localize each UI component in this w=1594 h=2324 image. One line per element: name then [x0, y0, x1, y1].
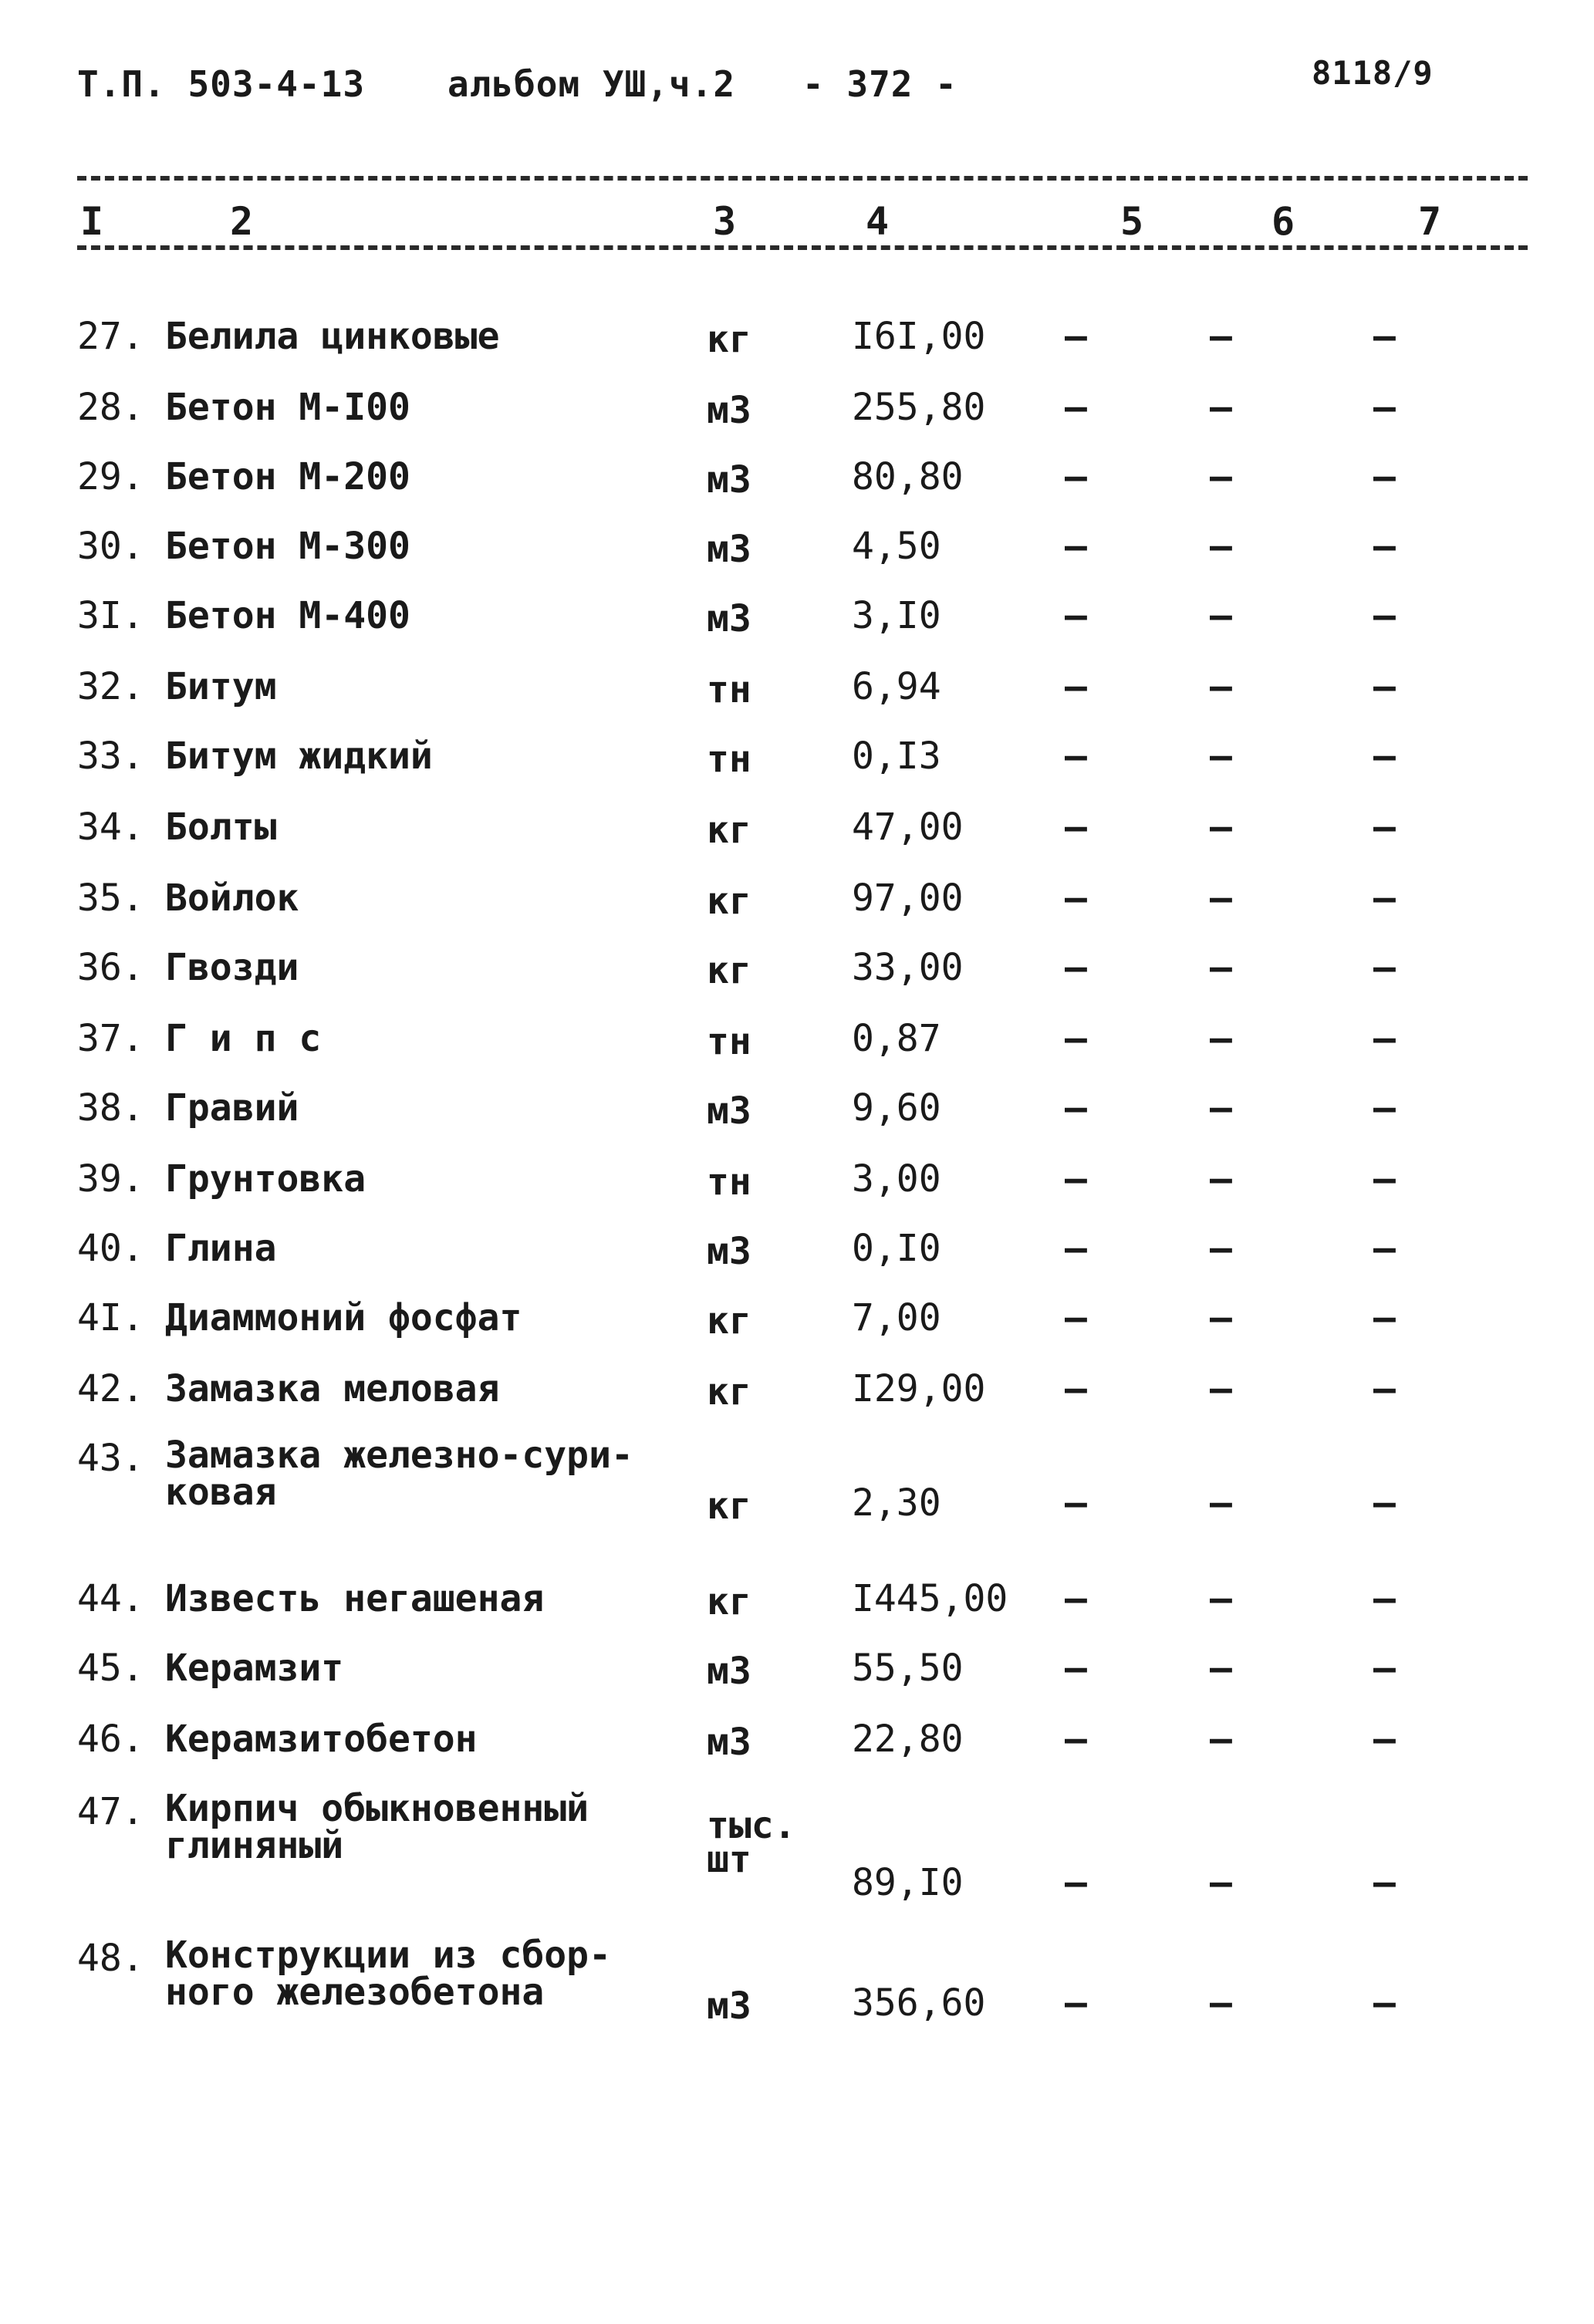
- material-name: Г и п с: [165, 1017, 322, 1060]
- column-7-dash: –: [1373, 877, 1396, 920]
- unit: кг: [707, 880, 751, 923]
- quantity: I29,00: [852, 1367, 986, 1410]
- column-5-dash: –: [1065, 315, 1087, 358]
- table-row: [0, 455, 1594, 525]
- row-number: 40.: [77, 1227, 144, 1270]
- column-number-7: 7: [1418, 199, 1442, 244]
- column-6-dash: –: [1210, 525, 1232, 568]
- material-name: Белила цинковые: [165, 315, 500, 358]
- row-number: 39.: [77, 1157, 144, 1201]
- unit: м3: [707, 1650, 751, 1693]
- unit: кг: [707, 949, 751, 992]
- material-name: Бетон М-400: [165, 594, 410, 637]
- material-name-line-1: Конструкции из сбор-: [165, 1934, 611, 1977]
- table-row: [0, 594, 1594, 664]
- table-row: [0, 1934, 1594, 2045]
- column-number-5: 5: [1120, 199, 1144, 244]
- column-7-dash: –: [1373, 1718, 1396, 1761]
- column-6-dash: –: [1210, 1647, 1232, 1690]
- quantity: 7,00: [852, 1296, 941, 1339]
- column-number-4: 4: [866, 199, 890, 244]
- quantity: 0,I3: [852, 735, 941, 778]
- material-name: Бетон М-300: [165, 525, 410, 568]
- column-7-dash: –: [1373, 1647, 1396, 1690]
- column-7-dash: –: [1373, 735, 1396, 778]
- column-5-dash: –: [1065, 1086, 1087, 1130]
- unit: тн: [707, 1020, 751, 1063]
- table-row: [0, 1787, 1594, 1904]
- column-7-dash: –: [1373, 1861, 1396, 1904]
- column-7-dash: –: [1373, 594, 1396, 637]
- quantity: 6,94: [852, 665, 941, 708]
- column-5-dash: –: [1065, 665, 1087, 708]
- column-6-dash: –: [1210, 1227, 1232, 1270]
- row-number: 47.: [77, 1790, 144, 1833]
- column-6-dash: –: [1210, 1086, 1232, 1130]
- quantity: 89,I0: [852, 1861, 964, 1904]
- material-name-line-2: глиняный: [165, 1824, 344, 1867]
- quantity: 0,87: [852, 1017, 941, 1060]
- quantity: 33,00: [852, 946, 964, 989]
- table-row: [0, 525, 1594, 594]
- table-row: [0, 946, 1594, 1015]
- unit: кг: [707, 809, 751, 852]
- material-name: Гравий: [165, 1086, 299, 1130]
- quantity: 356,60: [852, 1981, 986, 2025]
- column-5-dash: –: [1065, 806, 1087, 849]
- unit: м3: [707, 528, 751, 571]
- column-number-2: 2: [230, 199, 254, 244]
- column-7-dash: –: [1373, 1981, 1396, 2025]
- column-5-dash: –: [1065, 1227, 1087, 1270]
- table-row: [0, 315, 1594, 384]
- header-rule-bottom: [77, 245, 1528, 250]
- quantity: 4,50: [852, 525, 941, 568]
- material-name: Замазка меловая: [165, 1367, 500, 1410]
- column-6-dash: –: [1210, 806, 1232, 849]
- column-6-dash: –: [1210, 665, 1232, 708]
- material-name: Керамзит: [165, 1647, 344, 1690]
- unit: тн: [707, 668, 751, 711]
- material-name: Болты: [165, 806, 277, 849]
- quantity: I6I,00: [852, 315, 986, 358]
- column-6-dash: –: [1210, 1981, 1232, 2025]
- column-7-dash: –: [1373, 1577, 1396, 1620]
- column-5-dash: –: [1065, 1296, 1087, 1339]
- table-row: [0, 1718, 1594, 1787]
- column-7-dash: –: [1373, 665, 1396, 708]
- column-7-dash: –: [1373, 1157, 1396, 1201]
- unit: тн: [707, 738, 751, 781]
- column-5-dash: –: [1065, 594, 1087, 637]
- row-number: 4I.: [77, 1296, 144, 1339]
- quantity: 22,80: [852, 1718, 964, 1761]
- unit-line-1: тыс.: [707, 1804, 796, 1847]
- unit: м3: [707, 597, 751, 640]
- row-number: 27.: [77, 315, 144, 358]
- column-6-dash: –: [1210, 315, 1232, 358]
- quantity: 55,50: [852, 1647, 964, 1690]
- material-name: Битум: [165, 665, 277, 708]
- column-7-dash: –: [1373, 1017, 1396, 1060]
- quantity: 3,00: [852, 1157, 941, 1201]
- album-reference: альбом УШ,ч.2: [447, 63, 736, 105]
- column-5-dash: –: [1065, 1481, 1087, 1525]
- column-6-dash: –: [1210, 1718, 1232, 1761]
- column-5-dash: –: [1065, 877, 1087, 920]
- column-5-dash: –: [1065, 1981, 1087, 2025]
- unit: м3: [707, 1985, 751, 2028]
- table-row: [0, 1227, 1594, 1296]
- material-name: Бетон М-I00: [165, 386, 410, 429]
- column-5-dash: –: [1065, 735, 1087, 778]
- material-name: Известь негашеная: [165, 1577, 545, 1620]
- archive-code: 8118/9: [1312, 54, 1434, 92]
- quantity: 0,I0: [852, 1227, 941, 1270]
- page-number: - 372 -: [802, 63, 957, 105]
- column-number-1: I: [80, 199, 104, 244]
- column-6-dash: –: [1210, 1296, 1232, 1339]
- material-name-line-2: ковая: [165, 1471, 277, 1514]
- unit: м3: [707, 458, 751, 502]
- unit: кг: [707, 1299, 751, 1343]
- material-name-line-1: Кирпич обыкновенный: [165, 1787, 589, 1830]
- material-name: Грунтовка: [165, 1157, 366, 1201]
- quantity: 255,80: [852, 386, 986, 429]
- unit: м3: [707, 1721, 751, 1764]
- column-5-dash: –: [1065, 946, 1087, 989]
- row-number: 44.: [77, 1577, 144, 1620]
- row-number: 45.: [77, 1647, 144, 1690]
- document-reference: Т.П. 503-4-13: [77, 63, 366, 105]
- table-row: [0, 1296, 1594, 1366]
- column-5-dash: –: [1065, 525, 1087, 568]
- column-6-dash: –: [1210, 594, 1232, 637]
- table-row: [0, 665, 1594, 735]
- column-5-dash: –: [1065, 1861, 1087, 1904]
- material-name: Битум жидкий: [165, 735, 433, 778]
- unit: кг: [707, 1580, 751, 1623]
- row-number: 32.: [77, 665, 144, 708]
- table-row: [0, 735, 1594, 804]
- unit: кг: [707, 1485, 751, 1528]
- unit: м3: [707, 1089, 751, 1133]
- unit: тн: [707, 1160, 751, 1204]
- column-6-dash: –: [1210, 386, 1232, 429]
- material-name: Керамзитобетон: [165, 1718, 478, 1761]
- column-6-dash: –: [1210, 735, 1232, 778]
- row-number: 36.: [77, 946, 144, 989]
- column-7-dash: –: [1373, 1227, 1396, 1270]
- column-7-dash: –: [1373, 946, 1396, 989]
- material-name-line-1: Замазка железно-сури-: [165, 1434, 633, 1477]
- column-7-dash: –: [1373, 525, 1396, 568]
- column-number-6: 6: [1271, 199, 1295, 244]
- material-name: Бетон М-200: [165, 455, 410, 498]
- column-7-dash: –: [1373, 455, 1396, 498]
- quantity: 3,I0: [852, 594, 941, 637]
- table-row: [0, 806, 1594, 875]
- column-5-dash: –: [1065, 1577, 1087, 1620]
- row-number: 29.: [77, 455, 144, 498]
- table-row: [0, 1577, 1594, 1647]
- row-number: 35.: [77, 877, 144, 920]
- table-row: [0, 1157, 1594, 1227]
- row-number: 48.: [77, 1937, 144, 1980]
- row-number: 46.: [77, 1718, 144, 1761]
- row-number: 28.: [77, 386, 144, 429]
- column-6-dash: –: [1210, 1367, 1232, 1410]
- column-5-dash: –: [1065, 1718, 1087, 1761]
- column-5-dash: –: [1065, 386, 1087, 429]
- row-number: 42.: [77, 1367, 144, 1410]
- unit: кг: [707, 318, 751, 361]
- material-name: Гвозди: [165, 946, 299, 989]
- unit: м3: [707, 389, 751, 432]
- column-7-dash: –: [1373, 806, 1396, 849]
- column-5-dash: –: [1065, 1647, 1087, 1690]
- material-name-line-2: ного железобетона: [165, 1971, 545, 2014]
- quantity: 47,00: [852, 806, 964, 849]
- column-6-dash: –: [1210, 1577, 1232, 1620]
- column-7-dash: –: [1373, 1296, 1396, 1339]
- material-name: Глина: [165, 1227, 277, 1270]
- unit-line-2: шт: [707, 1838, 751, 1881]
- column-6-dash: –: [1210, 1861, 1232, 1904]
- table-row: [0, 877, 1594, 946]
- row-number: 37.: [77, 1017, 144, 1060]
- column-number-3: 3: [713, 199, 737, 244]
- row-number: 38.: [77, 1086, 144, 1130]
- row-number: 3I.: [77, 594, 144, 637]
- table-row: [0, 386, 1594, 455]
- table-row: [0, 1086, 1594, 1156]
- column-5-dash: –: [1065, 455, 1087, 498]
- row-number: 43.: [77, 1437, 144, 1480]
- column-6-dash: –: [1210, 1017, 1232, 1060]
- column-7-dash: –: [1373, 1481, 1396, 1525]
- column-7-dash: –: [1373, 1367, 1396, 1410]
- header-rule-top: [77, 176, 1528, 181]
- row-number: 34.: [77, 806, 144, 849]
- material-name: Войлок: [165, 877, 299, 920]
- column-7-dash: –: [1373, 1086, 1396, 1130]
- row-number: 30.: [77, 525, 144, 568]
- column-6-dash: –: [1210, 1157, 1232, 1201]
- column-6-dash: –: [1210, 1481, 1232, 1525]
- quantity: 80,80: [852, 455, 964, 498]
- column-5-dash: –: [1065, 1157, 1087, 1201]
- material-name: Диаммоний фосфат: [165, 1296, 522, 1339]
- column-7-dash: –: [1373, 315, 1396, 358]
- quantity: 97,00: [852, 877, 964, 920]
- column-6-dash: –: [1210, 877, 1232, 920]
- unit: м3: [707, 1230, 751, 1273]
- column-6-dash: –: [1210, 946, 1232, 989]
- quantity: 9,60: [852, 1086, 941, 1130]
- table-row: [0, 1017, 1594, 1086]
- column-7-dash: –: [1373, 386, 1396, 429]
- column-5-dash: –: [1065, 1367, 1087, 1410]
- row-number: 33.: [77, 735, 144, 778]
- table-row: [0, 1434, 1594, 1545]
- column-5-dash: –: [1065, 1017, 1087, 1060]
- table-row: [0, 1367, 1594, 1437]
- column-6-dash: –: [1210, 455, 1232, 498]
- unit: кг: [707, 1370, 751, 1414]
- quantity: 2,30: [852, 1481, 941, 1525]
- quantity: I445,00: [852, 1577, 1008, 1620]
- table-row: [0, 1647, 1594, 1716]
